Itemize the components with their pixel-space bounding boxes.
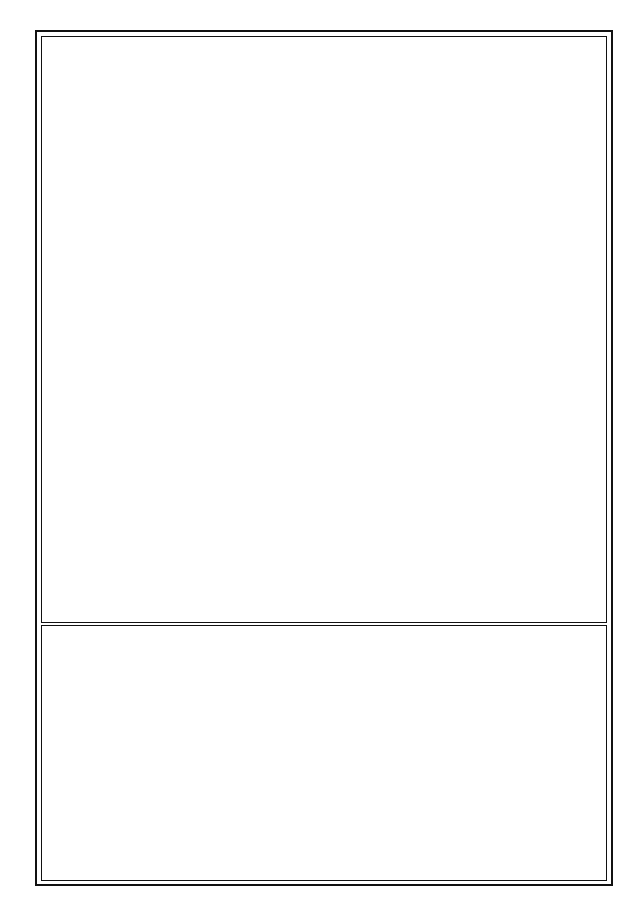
- upper-text-panel: [41, 36, 607, 623]
- lower-text-panel: [41, 625, 607, 881]
- text-frame: [35, 30, 613, 886]
